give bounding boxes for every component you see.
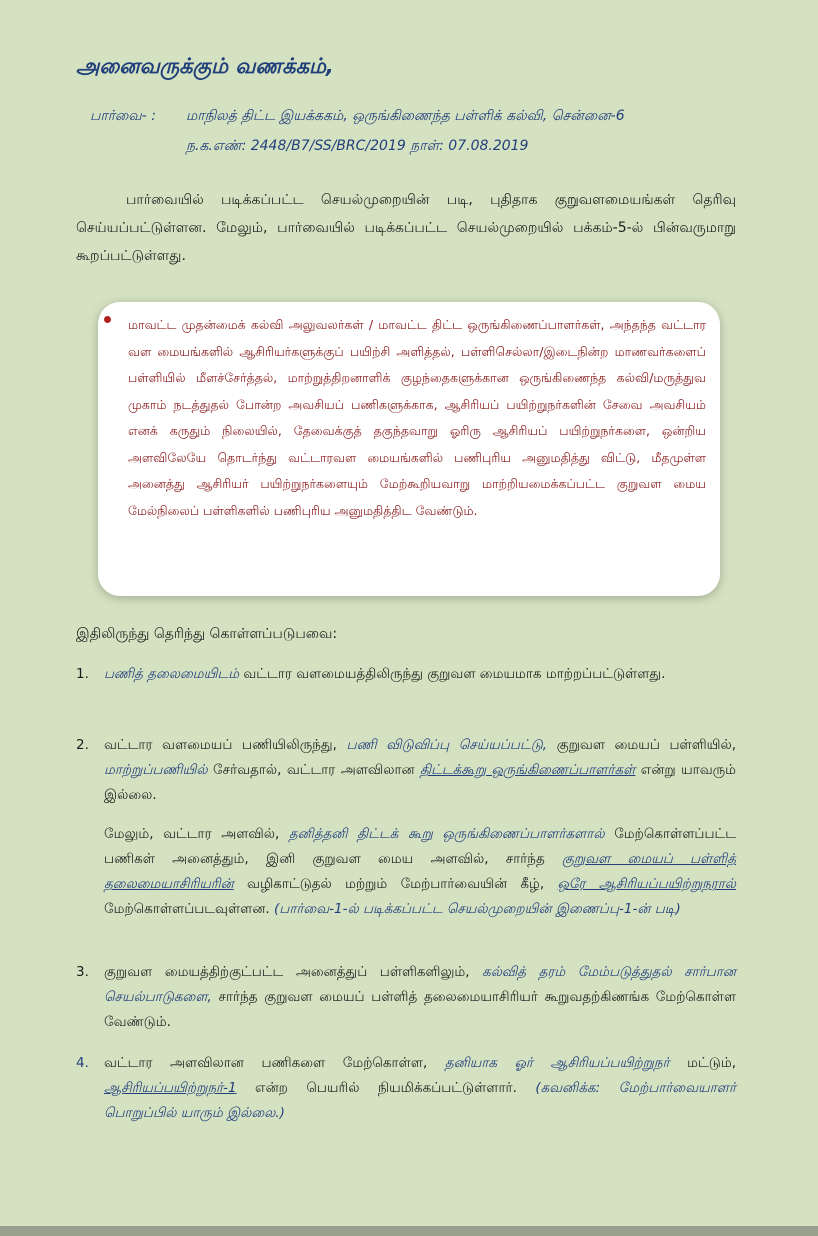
highlight-text: தனியாக ஓர் ஆசிரியப்பயிற்றுநர் bbox=[444, 1055, 670, 1071]
plain-text: என்று யாவரும் இல்லை. bbox=[104, 762, 736, 803]
highlight-text: திட்டக்கூறு ஒருங்கிணைப்பாளர்கள் bbox=[420, 762, 636, 778]
list-item-3 bbox=[76, 960, 736, 1035]
bullet-icon bbox=[104, 316, 111, 323]
highlight-text: பணி விடுவிப்பு செய்யப்பட்டு, bbox=[346, 737, 548, 753]
plain-text: மேற்கொள்ளப்படவுள்ளன. bbox=[104, 901, 274, 917]
highlight-text: (பார்வை-1-ல் படிக்கப்பட்ட செயல்முறையின் இணைப்பு-1-ன் படி) bbox=[274, 901, 681, 917]
list-number: 1. bbox=[76, 666, 89, 682]
plain-text: சார்ந்த குறுவள மையப் பள்ளித் தலைமையாசிரியர் கூறுவதற்கிணங்க மேற்கொள்ள வேண்டும். bbox=[104, 989, 736, 1030]
plain-text: குறுவள மையத்திற்குட்பட்ட அனைத்துப் பள்ளிகளிலும், bbox=[104, 964, 483, 980]
plain-text: வட்டார அளவிலான பணிகளை மேற்கொள்ள, bbox=[104, 1055, 445, 1071]
plain-text: மேலும், வட்டார அளவில், bbox=[104, 826, 289, 842]
list-item-text bbox=[104, 960, 736, 1035]
highlight-text: மாற்றுப்பணியில் bbox=[104, 762, 208, 778]
list-number: 3. bbox=[76, 964, 89, 980]
intro-paragraph: பார்வையில் படிக்கப்பட்ட செயல்முறையின் படி, புதிதாக குறுவளமையங்கள் தெரிவு செய்யப்பட்டுள்ளன. மேலும், பார்வையில் படிக்கப்பட்ட செயல்முறையில் பக்கம்-5-ல் பின்வருமாறு கூறப்பட்டுள்ளது. bbox=[76, 192, 736, 264]
list-item-text bbox=[104, 733, 736, 808]
reference-line-1: மாநிலத் திட்ட இயக்ககம், ஒருங்கிணைந்த பள்ளிக் கல்வி, சென்னை-6 bbox=[186, 108, 625, 124]
quoted-text: மாவட்ட முதன்மைக் கல்வி அலுவலர்கள் / மாவட்ட திட்ட ஒருங்கிணைப்பாளர்கள், அந்தந்த வட்டார வள மையங்களில் ஆசிரியர்களுக்குப் பயிற்சி அளித்தல், பள்ளிசெல்லா/இடைநின்ற மாணவர்களைப் பள்ளியில் மீளச்சேர்த்தல், மாற்றுத்திறனாளிக் குழந்தைகளுக்கான ஒருங்கிணைந்த கல்வி/மருத்துவ முகாம் நடத்துதல் போன்ற அவசியப் பணிகளுக்காக, ஆசிரியப் பயிற்றுநர்களின் சேவை அவசியம் எனக் கருதும் நிலையில், தேவைக்குத் தகுந்தவாறு ஓரிரு ஆசிரியப் பயிற்றுநர்களை, ஒன்றிய அளவிலேயே தொடர்ந்து வட்டாரவள மையங்களில் பணிபுரிய அனுமதித்து விட்டு, மீதமுள்ள அனைத்து ஆசிரியர் பயிற்றுநர்களையும் மேற்கூறியவாறு மாற்றியமைக்கப்பட்ட குறுவள மைய மேல்நிலைப் பள்ளிகளில் பணிபுரிய அனுமதித்திட வேண்டும். bbox=[128, 317, 706, 518]
plain-text: சேர்வதால், வட்டார அளவிலான bbox=[207, 762, 421, 778]
highlight-text: குறுவள மையப் பள்ளித் தலைமையாசிரியரின் bbox=[104, 851, 736, 892]
reference-label: பார்வை- : bbox=[90, 108, 156, 124]
plain-text: மட்டும், bbox=[669, 1055, 736, 1071]
section-heading: இதிலிருந்து தெரிந்து கொள்ளப்படுபவை: bbox=[76, 626, 338, 642]
quoted-instruction-box bbox=[98, 302, 720, 596]
list-item-text bbox=[104, 662, 736, 687]
reference-line-2: ந.க.எண்: 2448/B7/SS/BRC/2019 நாள்: 07.08.2019 bbox=[186, 138, 529, 154]
plain-text: என்ற பெயரில் நியமிக்கப்பட்டுள்ளார். bbox=[236, 1080, 536, 1096]
plain-text: வழிகாட்டுதல் மற்றும் மேற்பார்வையின் கீழ், bbox=[233, 876, 558, 892]
highlight-text: கல்வித் தரம் மேம்படுத்துதல் சார்பான செயல்பாடுகளை, bbox=[104, 964, 736, 1005]
list-item-4 bbox=[76, 1051, 736, 1126]
highlight-text: (கவனிக்க: மேற்பார்வையாளர் பொறுப்பில் யாரும் இல்லை.) bbox=[104, 1080, 736, 1121]
list-item-1 bbox=[76, 662, 736, 687]
greeting: அனைவருக்கும் வணக்கம், bbox=[76, 54, 334, 78]
list-item-text bbox=[104, 822, 736, 922]
highlight-text: பணித் தலைமையிடம் bbox=[104, 666, 240, 682]
list-item-text bbox=[104, 1051, 736, 1126]
list-number: 4. bbox=[76, 1055, 89, 1071]
highlight-text: ஒரே ஆசிரியப்பயிற்றுநரால் bbox=[557, 876, 736, 892]
list-item-2 bbox=[76, 733, 736, 808]
list-item-2-continuation bbox=[76, 822, 736, 922]
highlight-text: ஆசிரியப்பயிற்றுநர்-1 bbox=[104, 1080, 237, 1096]
plain-text: வட்டார வளமையத்திலிருந்து குறுவள மையமாக மாற்றப்பட்டுள்ளது. bbox=[239, 666, 666, 682]
plain-text: மேற்கொள்ளப்பட்ட பணிகள் அனைத்தும், இனி குறுவள மைய அளவில், சார்ந்த bbox=[104, 826, 736, 867]
plain-text: வட்டார வளமையப் பணியிலிருந்து, bbox=[104, 737, 347, 753]
highlight-text: தனித்தனி திட்டக் கூறு ஒருங்கிணைப்பாளர்களால் bbox=[288, 826, 605, 842]
list-number: 2. bbox=[76, 737, 89, 753]
bottom-edge-bar bbox=[0, 1226, 818, 1236]
plain-text: குறுவள மையப் பள்ளியில், bbox=[547, 737, 736, 753]
